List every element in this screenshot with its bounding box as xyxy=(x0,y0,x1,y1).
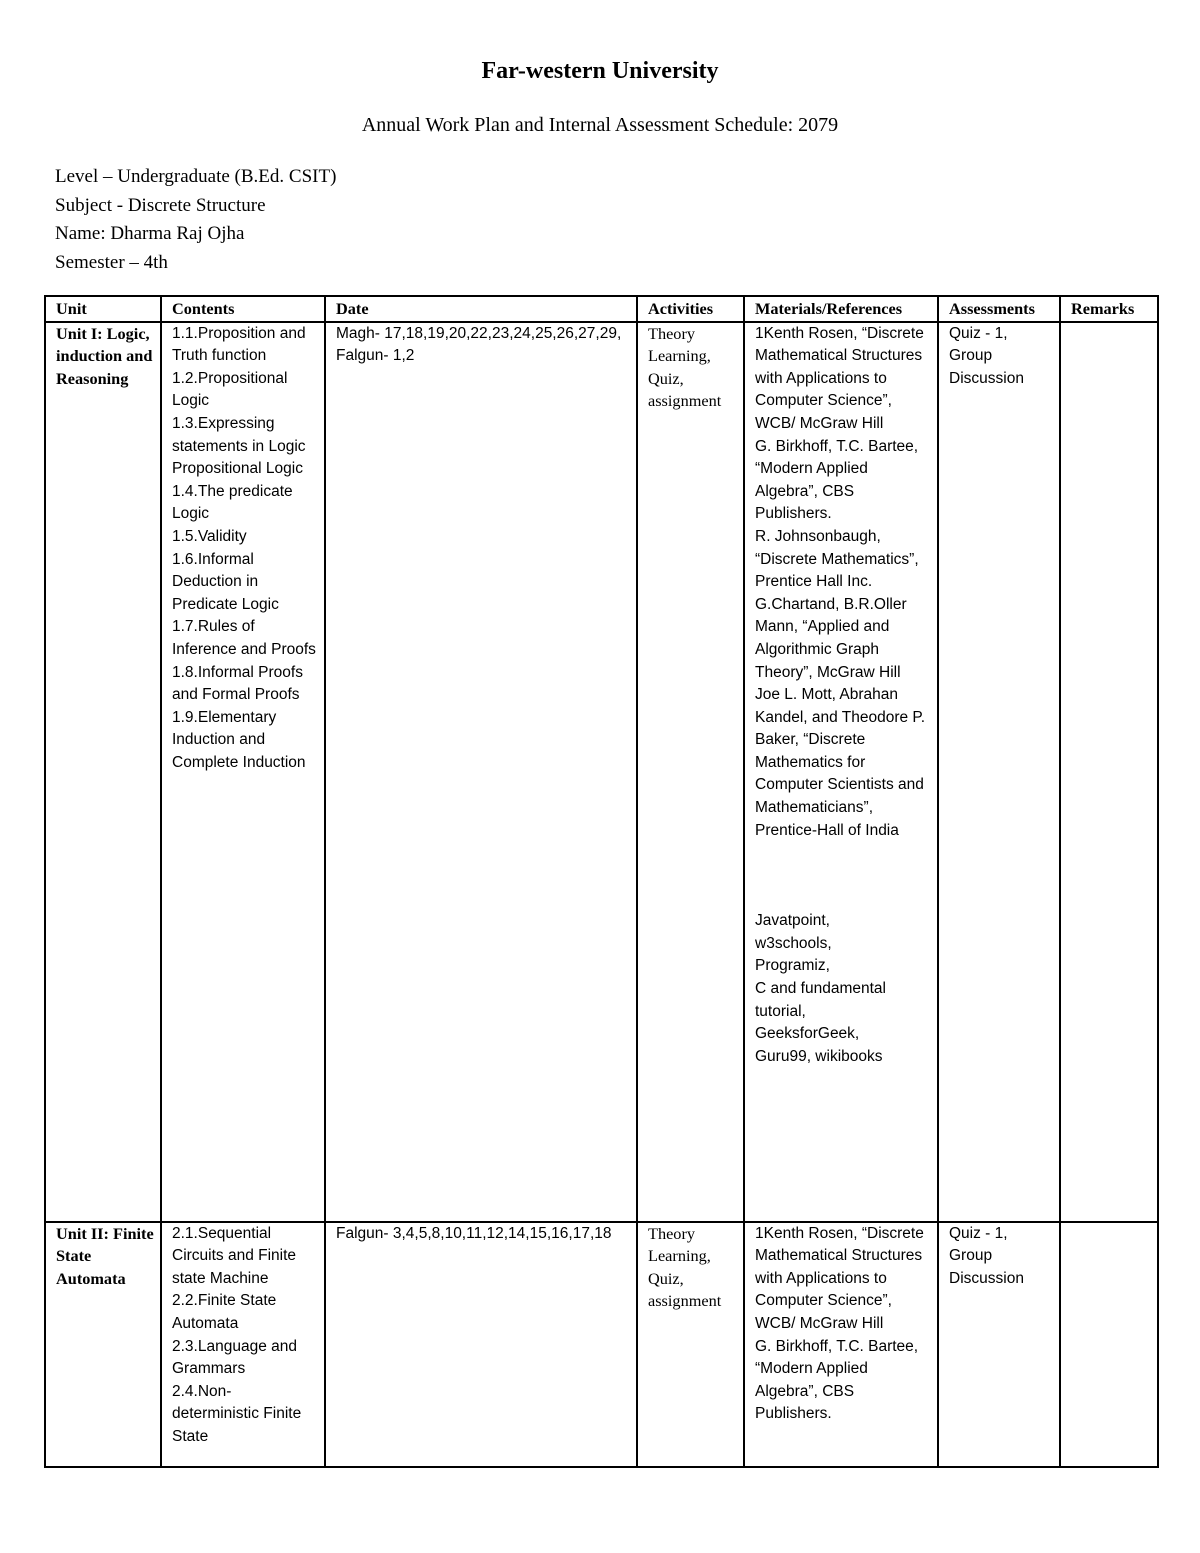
work-plan-table xyxy=(44,295,1159,1468)
course-info xyxy=(55,163,336,277)
header-date: Date xyxy=(325,296,637,322)
header-assessments: Assessments xyxy=(938,296,1060,322)
content-item: 2.1.Sequential Circuits and Finite state Machine xyxy=(172,1224,297,1287)
date-line: Falgun- 3,4,5,8,10,11,12,14,15,16,17,18 xyxy=(336,1224,612,1242)
web-reference: C and fundamental tutorial, xyxy=(755,980,886,1020)
header-activities: Activities xyxy=(637,296,744,322)
materials-cell xyxy=(744,1222,938,1467)
reference-item: Joe L. Mott, Abrahan Kandel, and Theodore P. Baker, “Discrete Mathematics for Computer Scientists and Mathematicians”, Prentice-Hall of India xyxy=(755,686,926,839)
content-item: 1.9.Elementary Induction and Complete Induction xyxy=(172,708,306,771)
level-line: Level – Undergraduate (B.Ed. CSIT) xyxy=(55,166,337,187)
contents-cell xyxy=(161,1222,325,1467)
date-cell xyxy=(325,1222,637,1467)
web-reference: w3schools, xyxy=(755,934,832,952)
reference-item: 1Kenth Rosen, “Discrete Mathematical Structures with Applications to Computer Science”, WCB/ McGraw Hill xyxy=(755,1224,924,1332)
content-item: 2.3.Language and Grammars xyxy=(172,1337,297,1378)
content-item: 1.7.Rules of Inference and Proofs xyxy=(172,618,316,658)
unit-cell: Unit II: Finite State Automata xyxy=(45,1222,161,1467)
web-reference: GeeksforGeek, xyxy=(755,1025,860,1043)
header-remarks: Remarks xyxy=(1060,296,1158,322)
content-item: 1.2.Propositional Logic xyxy=(172,369,288,410)
web-reference: Javatpoint, xyxy=(755,912,830,930)
name-line: Name: Dharma Raj Ojha xyxy=(55,223,245,244)
materials-cell xyxy=(744,322,938,1222)
content-item: 2.2.Finite State Automata xyxy=(172,1292,277,1332)
activities-cell: Theory Learning, Quiz, assignment xyxy=(637,322,744,1222)
date-cell xyxy=(325,322,637,1222)
table-row xyxy=(45,322,1158,1222)
table-row xyxy=(45,1222,1158,1467)
reference-item: G. Birkhoff, T.C. Bartee, “Modern Applied Algebra”, CBS Publishers. xyxy=(755,1337,919,1423)
content-item: 1.6.Informal Deduction in Predicate Logic xyxy=(172,550,279,613)
web-reference: Guru99, wikibooks xyxy=(755,1047,883,1065)
subject-line: Subject - Discrete Structure xyxy=(55,194,266,216)
header-materials: Materials/References xyxy=(744,296,938,322)
reference-item: 1Kenth Rosen, “Discrete Mathematical Structures with Applications to Computer Science”, WCB/ McGraw Hill xyxy=(755,324,924,432)
web-reference: Programiz, xyxy=(755,957,830,975)
content-item: 1.5.Validity xyxy=(172,527,247,545)
university-title: Far-western University xyxy=(481,58,719,84)
content-item: 1.3.Expressing statements in Logic Propositional Logic xyxy=(172,414,306,478)
header-unit: Unit xyxy=(45,296,161,322)
semester-line: Semester – 4th xyxy=(55,251,168,273)
assessment-cell: Quiz - 1, Group Discussion xyxy=(938,322,1060,1222)
contents-cell xyxy=(161,322,325,1222)
header-contents: Contents xyxy=(161,296,325,322)
spacer xyxy=(755,842,931,910)
date-line: Falgun- 1,2 xyxy=(336,347,415,365)
content-item: 1.4.The predicate Logic xyxy=(172,482,293,523)
content-item: 2.4.Non-deterministic Finite State xyxy=(172,1382,302,1445)
assessment-cell: Quiz - 1, Group Discussion xyxy=(938,1222,1060,1467)
table-header-row xyxy=(45,296,1158,322)
remarks-cell xyxy=(1060,322,1158,1222)
plan-title: Annual Work Plan and Internal Assessment Schedule: 2079 xyxy=(361,114,839,136)
remarks-cell xyxy=(1060,1222,1158,1467)
unit-cell: Unit I: Logic, induction and Reasoning xyxy=(45,322,161,1222)
reference-item: R. Johnsonbaugh, “Discrete Mathematics”, Prentice Hall Inc. xyxy=(755,527,919,591)
reference-item: G.Chartand, B.R.Oller Mann, “Applied and Algorithmic Graph Theory”, McGraw Hill xyxy=(755,595,907,681)
content-item: 1.1.Proposition and Truth function xyxy=(172,324,306,365)
reference-item: G. Birkhoff, T.C. Bartee, “Modern Applied Algebra”, CBS Publishers. xyxy=(755,437,919,523)
content-item: 1.8.Informal Proofs and Formal Proofs xyxy=(172,663,303,704)
activities-cell: Theory Learning, Quiz, assignment xyxy=(637,1222,744,1467)
date-line: Magh- 17,18,19,20,22,23,24,25,26,27,29, xyxy=(336,324,622,342)
